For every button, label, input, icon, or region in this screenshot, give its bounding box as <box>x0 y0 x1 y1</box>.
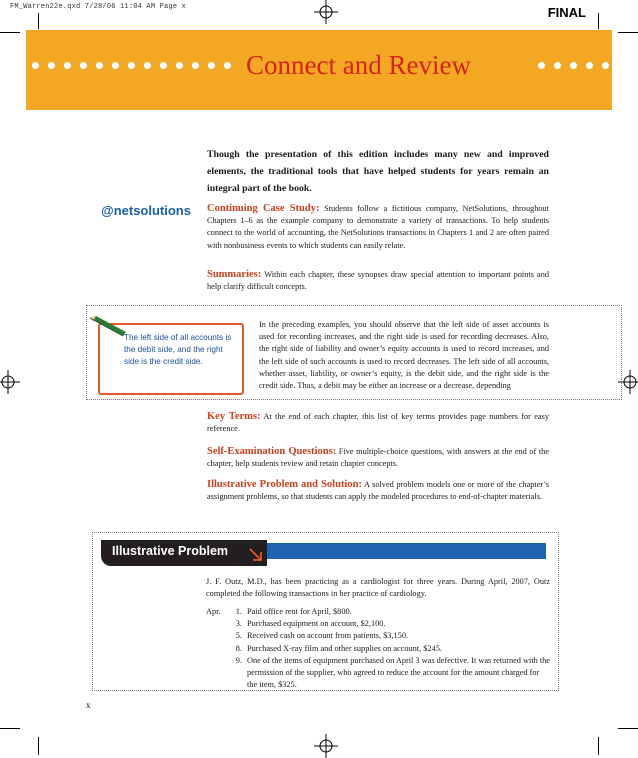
crop-mark <box>618 32 638 33</box>
transaction-list <box>206 606 550 691</box>
transaction-day: 1. <box>235 607 242 616</box>
illustrative-text: A solved problem models one or more of the chapter’s assignment problems, so that students can apply the modeled procedures to end-of-chapter materials. <box>207 480 550 502</box>
logo-name: netsolutions <box>113 203 191 218</box>
registration-mark-icon <box>314 734 338 758</box>
print-slug: FM_Warren22e.qxd 7/28/06 11:04 AM Page x <box>10 3 187 11</box>
case-study-paragraph <box>207 203 549 252</box>
transaction-day: 8. <box>235 643 242 653</box>
case-study-heading: Continuing Case Study: <box>207 203 320 214</box>
transaction-text: Paid office rent for April, $800. <box>247 607 352 616</box>
self-exam-heading: Self-Examination Questions: <box>207 446 337 457</box>
logo-at: @ <box>101 203 114 218</box>
margin-note-text: The left side of all accounts is the debit side, and the right side is the credit side. <box>124 333 232 366</box>
key-terms-paragraph <box>207 411 549 435</box>
summaries-heading: Summaries: <box>207 269 262 280</box>
final-label: FINAL <box>547 5 586 20</box>
crop-mark <box>618 728 638 729</box>
transaction-text: Purchased equipment on account, $2,100. <box>247 619 386 629</box>
transaction-row <box>206 643 550 655</box>
illustrative-paragraph <box>207 479 549 503</box>
summaries-text: Within each chapter, these synopses draw special attention to important points and help clarify difficult concepts. <box>207 270 549 292</box>
summaries-paragraph <box>207 269 549 293</box>
transaction-text: Purchased X-ray film and other supplies on account, $245. <box>247 643 442 653</box>
registration-mark-icon <box>0 370 20 394</box>
case-study-text: Students follow a fictitious company, NetSolutions, throughout Chapters 1–6 as the example company to demonstrate a variety of transactions. To help students connect to the world of accounting, the NetSolutions transactions in Chapters 1 and 2 are often paired with nonbusiness events to which students can easily relate. <box>207 204 549 250</box>
key-terms-text: At the end of each chapter, this list of key terms provides page numbers for easy reference. <box>207 412 549 434</box>
illustrative-problem-intro: J. F. Outz, M.D., has been practicing as a cardiologist for three years. During April, 2007, Outz completed the following transactions in her practice of cardiology. <box>206 577 550 599</box>
transaction-row <box>206 618 550 630</box>
page-title: Connect and Review <box>246 50 471 80</box>
pencil-icon <box>88 315 128 337</box>
crop-mark <box>38 13 39 29</box>
transaction-text: Received cash on account from patients, $3,150. <box>247 631 409 641</box>
crop-mark <box>38 737 39 755</box>
crop-mark <box>0 728 20 729</box>
illustrative-heading: Illustrative Problem and Solution: <box>207 479 362 490</box>
crop-mark <box>598 13 599 29</box>
transaction-text: One of the items of equipment purchased on April 3 was defective. It was returned with the permission of the supplier, who agreed to reduce the account for the amount charged for the item, $325. <box>247 655 550 690</box>
arrow-down-right-icon <box>248 547 264 563</box>
banner-dots-right <box>538 62 609 76</box>
example-text: In the preceding examples, you should observe that the left side of asset accounts is used for recording increases, and the right side is used for recording decreases. Also, the right side of liability and owner’s equity accounts is used to record increases, and the left side of such accounts is used to record decreases. The left side of all accounts, whether asset, liability, or owner’s equity, is the debit side, and the right side is the credit side. Thus, a debit may be either an increase or a decrease, depending <box>259 320 549 391</box>
transaction-row <box>206 630 550 642</box>
key-terms-heading: Key Terms: <box>207 411 261 422</box>
banner-dots-left <box>32 62 231 76</box>
transaction-day: 5. <box>235 631 242 641</box>
transaction-day: 3. <box>235 619 242 629</box>
self-exam-paragraph <box>207 446 549 470</box>
crop-mark <box>598 737 599 755</box>
illustrative-problem-title: Illustrative Problem <box>112 544 229 558</box>
self-exam-text: Five multiple-choice questions, with answers at the end of the chapter, help students review and retain chapter concepts. <box>207 447 550 469</box>
intro-paragraph: Though the presentation of this edition includes many new and improved elements, the traditional tools that have helped students for years remain an integral part of the book. <box>207 149 549 194</box>
netsolutions-logo <box>101 203 191 218</box>
transaction-row <box>206 606 550 618</box>
crop-mark <box>0 32 20 33</box>
transaction-month: Apr. <box>206 607 221 616</box>
page-number: x <box>86 700 91 710</box>
registration-mark-icon <box>314 0 338 24</box>
transaction-row <box>206 655 550 692</box>
transaction-day: 9. <box>235 655 242 665</box>
